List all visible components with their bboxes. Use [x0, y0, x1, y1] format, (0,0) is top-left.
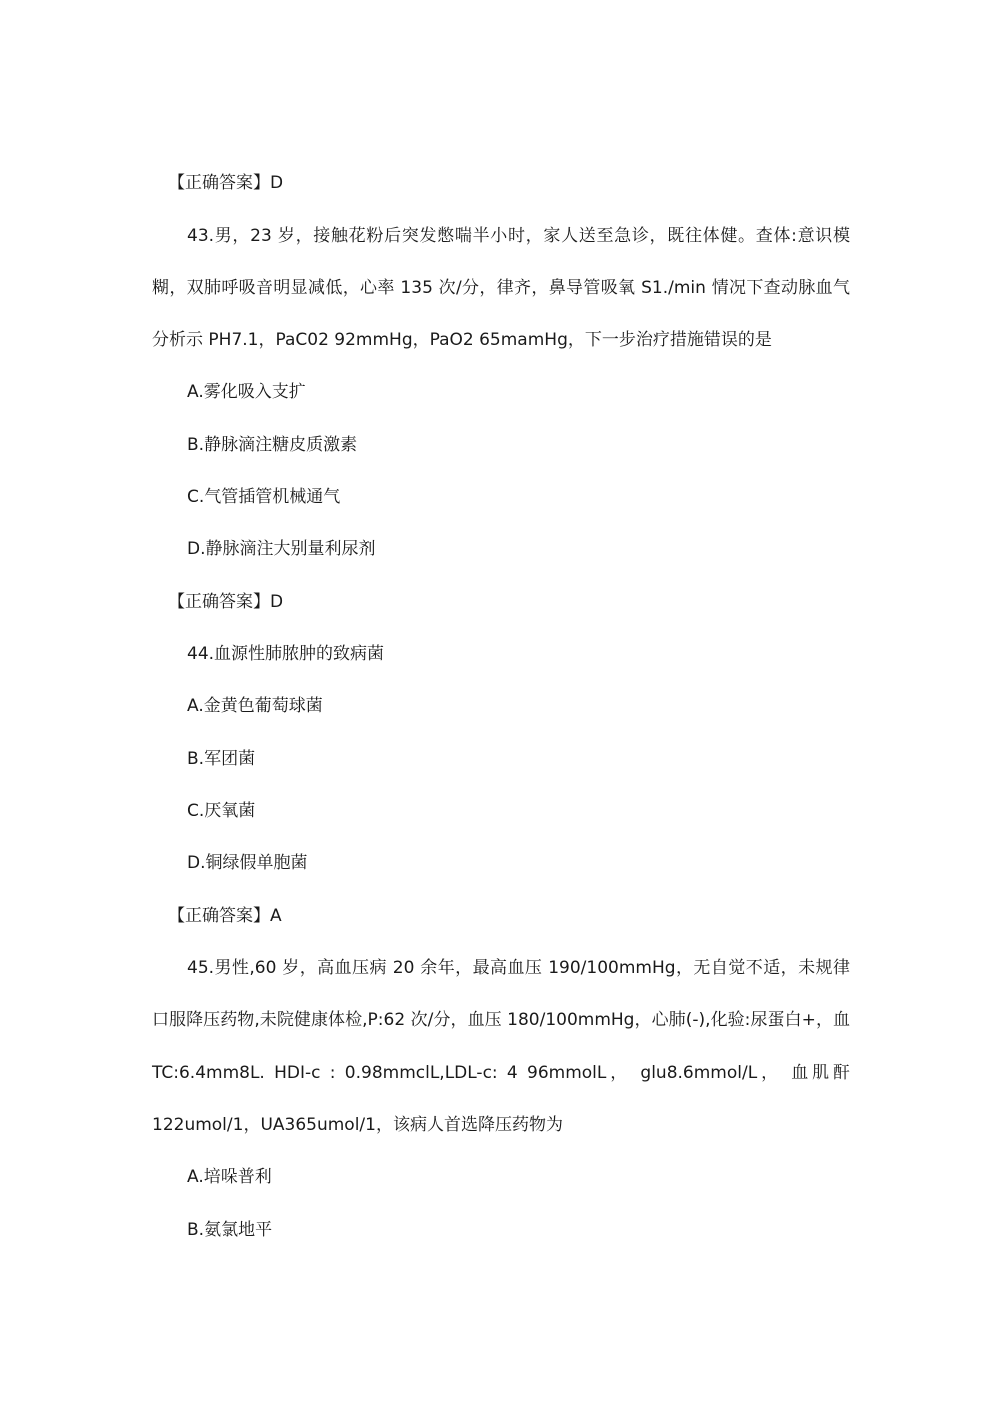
- question-45-line-2: 口服降压药物,未院健康体检,P:62 次/分，血压 180/100mmHg，心肺(-),化验:尿蛋白+，血: [152, 1010, 850, 1030]
- question-44-option-b: B.军团菌: [187, 749, 256, 769]
- question-44-line-1: 44.血源性肺脓肿的致病菌: [187, 644, 385, 664]
- question-43-option-b: B.静脉滴注糖皮质激素: [187, 435, 358, 455]
- question-43-option-c: C.气管插管机械通气: [187, 487, 341, 507]
- question-45-line-3: TC:6.4mm8L. HDI-c : 0.98mmclL,LDL-c: 4 96mmolL， glu8.6mmol/L， 血肌酐: [152, 1063, 850, 1083]
- question-44-option-a: A.金黄色葡萄球菌: [187, 696, 323, 716]
- question-45-line-1: 45.男性,60 岁，高血压病 20 余年，最高血压 190/100mmHg，无自觉不适，未规律: [187, 958, 850, 978]
- question-43-option-d: D.静脉滴注大别量利尿剂: [187, 539, 376, 559]
- question-44-option-c: C.厌氧菌: [187, 801, 256, 821]
- question-45-line-4: 122umol/1，UA365umol/1，该病人首选降压药物为: [152, 1115, 563, 1135]
- question-43-line-1: 43.男，23 岁，接触花粉后突发憋喘半小时，家人送至急诊，既往体健。查体:意识模: [187, 226, 850, 246]
- question-43-line-2: 糊，双肺呼吸音明显减低，心率 135 次/分，律齐，鼻导管吸氧 S1./min 情况下查动脉血气: [152, 278, 850, 298]
- answer-42: 【正确答案】D: [168, 173, 284, 193]
- question-45-option-b: B.氨氯地平: [187, 1220, 273, 1240]
- question-43-line-3: 分析示 PH7.1，PaC02 92mmHg，PaO2 65mamHg，下一步治疗措施错误的是: [152, 330, 772, 350]
- answer-43: 【正确答案】D: [168, 592, 284, 612]
- question-45-option-a: A.培哚普利: [187, 1167, 272, 1187]
- answer-44: 【正确答案】A: [168, 906, 282, 926]
- question-44-option-d: D.铜绿假单胞菌: [187, 853, 308, 873]
- question-43-option-a: A.雾化吸入支扩: [187, 382, 306, 402]
